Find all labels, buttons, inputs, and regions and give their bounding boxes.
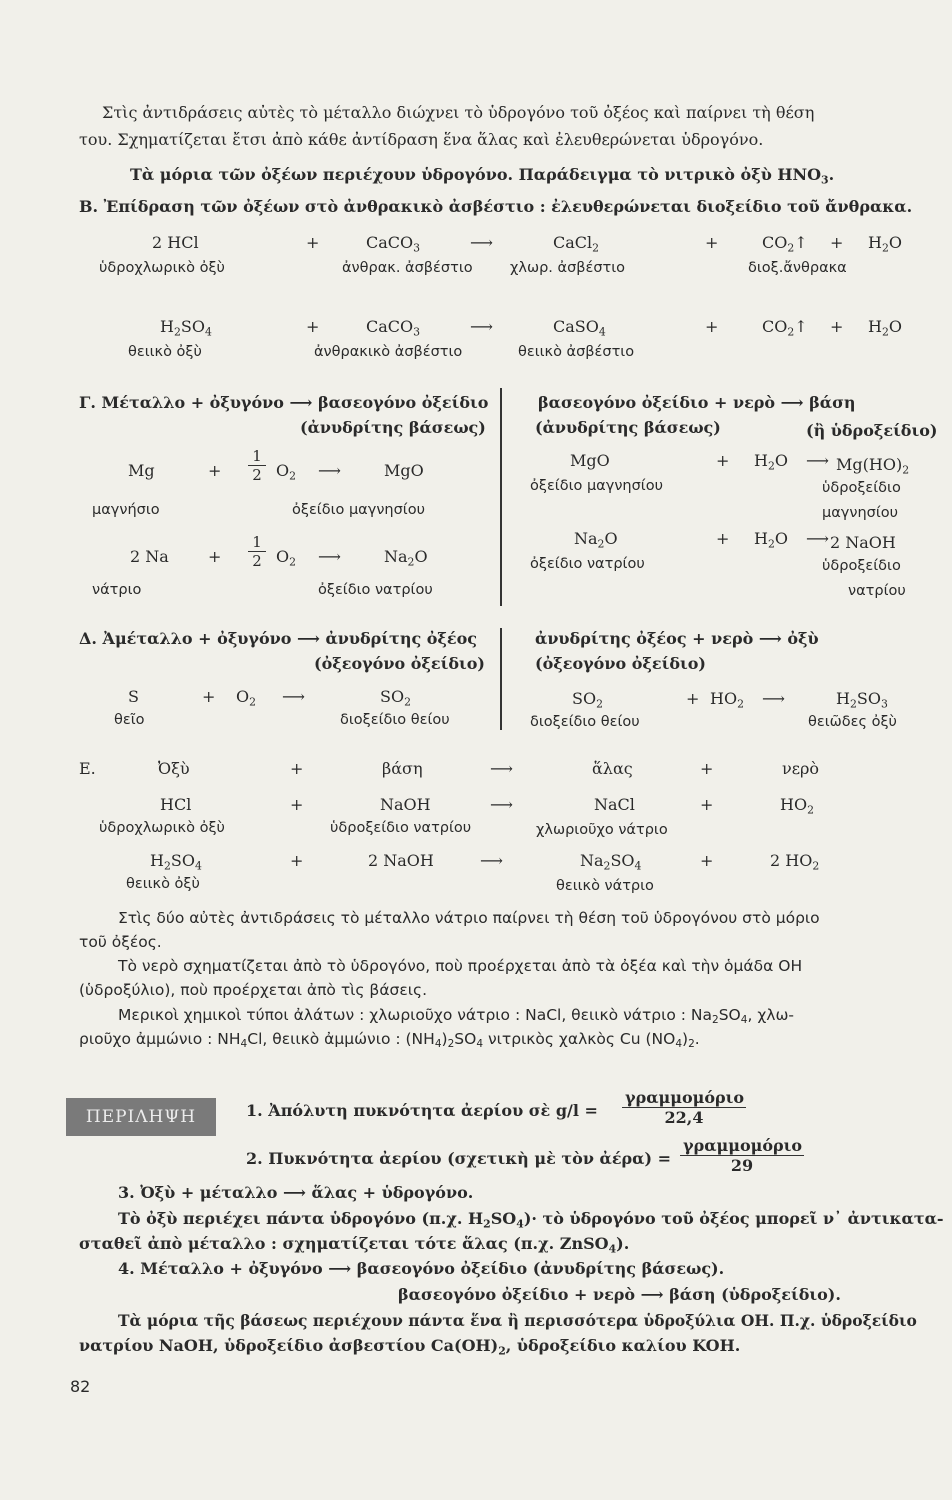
eq-b1-arrow: ⟶ [470, 233, 493, 252]
subscript: 2 [483, 1217, 491, 1231]
section-b-heading: Β. Ἐπίδραση τῶν ὀξέων στὸ ἀνθρακικὸ ἀσβέστιο : ἐλευθερώνεται διοξείδιο τοῦ ἄνθρακα. [79, 197, 913, 216]
text: σταθεῖ ἀπὸ μέταλλο : σχηματίζεται τότε ἅλας (π.χ. ZnSO [79, 1234, 609, 1253]
subscript: 2 [849, 697, 857, 711]
section-g-heading-left: Γ. Μέταλλο + ὀξυγόνο ⟶ βασεογόνο ὀξείδιο [79, 393, 489, 412]
eq-d-b [380, 687, 411, 709]
subscript: 2 [688, 1038, 695, 1051]
numerator: γραμμομόριο [622, 1088, 746, 1108]
eq-d-right-c [836, 689, 888, 711]
intro-line-3 [130, 165, 835, 187]
eq-e2-label-a: θειικὸ ὀξὺ [126, 876, 200, 892]
divider-vertical-g [500, 388, 502, 606]
section-g-sub-right: (ἀνυδρίτης βάσεως) [535, 418, 721, 437]
eq-b1-label-d: διοξ.ἄνθρακα [748, 260, 847, 276]
eq-e1-label-b: ὑδροξείδιο νατρίου [330, 820, 472, 836]
formula: H [868, 317, 882, 336]
formula: O [236, 687, 250, 706]
subscript: 2 [173, 325, 181, 339]
subscript: 2 [498, 1344, 506, 1358]
numerator: 1 [248, 447, 266, 466]
subscript: 4 [434, 1038, 442, 1051]
section-d-sub-left: (ὀξεογόνο ὀξείδιο) [314, 654, 485, 673]
eq-b1-c [553, 233, 600, 255]
eq-d-label-b: διοξείδιο θείου [340, 712, 450, 728]
text: νατρίου NaOH, ὑδροξείδιο ἀσβεστίου Ca(OH) [79, 1336, 499, 1355]
intro-text: Τὰ μόρια τῶν ὀξέων περιέχουν ὑδρογόνο. Παράδειγμα τὸ νιτρικὸ ὀξὺ HNO [130, 165, 822, 184]
eq-g1-right-arrow: ⟶ [806, 451, 829, 470]
eq-b2-c [553, 317, 606, 339]
eq-d-a: S [128, 687, 139, 706]
eq-d-label-a: θεῖο [114, 712, 145, 728]
eq-g2-arrow: ⟶ [318, 547, 341, 566]
denominator: 2 [252, 466, 262, 484]
eq-g1-arrow: ⟶ [318, 461, 341, 480]
subscript: 2 [592, 241, 600, 255]
text: SO [454, 1030, 477, 1048]
section-d-heading-left: Δ. Ἀμέταλλο + ὀξυγόνο ⟶ ἀνυδρίτης ὀξέος [79, 629, 478, 648]
eq-b1-d [762, 233, 808, 255]
section-e-water: νερὸ [782, 759, 820, 778]
text: SO [718, 1006, 741, 1024]
eq-g1-right-plus: + [716, 451, 730, 470]
subscript: 4 [740, 1014, 748, 1027]
formula: CO [762, 233, 788, 252]
formula: SO [856, 689, 881, 708]
eq-e1-arrow: ⟶ [490, 795, 513, 814]
formula: CaCO [366, 317, 414, 336]
section-e-acid: Ὀξὺ [158, 759, 190, 778]
formula: CaCl [553, 233, 593, 252]
text: )· τὸ ὑδρογόνο τοῦ ὀξέος μπορεῖ ν᾽ ἀντικατα- [523, 1209, 944, 1228]
subscript: 2 [767, 459, 775, 473]
subscript: 4 [516, 1217, 524, 1231]
summary-item-4: 4. Μέταλλο + ὀξυγόνο ⟶ βασεογόνο ὀξείδιο (ἀνυδρίτης βάσεως). [118, 1259, 725, 1278]
eq-e1-a: HCl [160, 795, 192, 814]
eq-g1-right-b [754, 451, 788, 473]
eq-g1-right-c [836, 455, 910, 477]
eq-g1-b: MgO [384, 461, 424, 480]
subscript: 4 [634, 859, 642, 873]
subscript: 2 [787, 241, 795, 255]
subscript: 4 [476, 1038, 484, 1051]
eq-e1-label-c: χλωριοῦχο νάτριο [536, 822, 668, 838]
para-3-line-2 [79, 1031, 700, 1049]
eq-b2-label-a: θειικὸ ὀξὺ [128, 344, 202, 360]
eq-g1-right-label-c1: ὑδροξείδιο [822, 480, 901, 496]
eq-b2-label-c: θειικὸ ἀσβέστιο [518, 344, 635, 360]
subscript: 2 [447, 1038, 455, 1051]
section-d-heading-right: ἀνυδρίτης ὀξέος + νερὸ ⟶ ὀξὺ [535, 629, 819, 648]
eq-e1-d [780, 795, 814, 817]
summary-item-4-line-2: βασεογόνο ὀξείδιο + νερὸ ⟶ βάση (ὑδροξείδιο). [398, 1285, 841, 1304]
eq-b1-label-a: ὑδροχλωρικὸ ὀξὺ [99, 260, 225, 276]
eq-g2-right-b [754, 529, 788, 551]
subscript: 2 [289, 469, 297, 483]
formula: O [604, 529, 618, 548]
denominator: 22,4 [664, 1108, 704, 1127]
eq-e2-plus2: + [700, 851, 714, 870]
subscript: 4 [204, 325, 212, 339]
eq-e1-label-a: ὑδροχλωρικὸ ὀξὺ [99, 820, 225, 836]
eq-g2-right-label-a: ὀξείδιο νατρίου [530, 556, 645, 572]
formula: O [888, 317, 902, 336]
formula: H [836, 689, 850, 708]
subscript: 2 [249, 695, 257, 709]
subscript: 2 [787, 325, 795, 339]
subscript: 2 [767, 537, 775, 551]
eq-g1-label-a: μαγνήσιο [92, 502, 160, 518]
eq-g2-label-a: νάτριο [92, 582, 142, 598]
text: SO [490, 1209, 517, 1228]
eq-d-right-b [710, 689, 744, 711]
eq-g1-a: Mg [128, 461, 155, 480]
text: , ὑδροξείδιο καλίου KOH. [505, 1336, 741, 1355]
page-number: 82 [70, 1377, 91, 1396]
formula: O [774, 529, 788, 548]
eq-e2-arrow: ⟶ [480, 851, 503, 870]
formula: SO [572, 689, 597, 708]
eq-b1-b [366, 233, 421, 255]
formula: CO [762, 317, 788, 336]
intro-line-1: Στὶς ἀντιδράσεις αὐτὲς τὸ μέταλλο διώχνει τὸ ὑδρογόνο τοῦ ὀξέος καὶ παίρνει τὴ θέση [102, 103, 815, 122]
eq-b2-b [366, 317, 421, 339]
eq-g2-oxygen [276, 547, 297, 569]
eq-b1-plus2: + [705, 233, 719, 252]
subscript: 2 [289, 555, 297, 569]
subscript: 2 [712, 1014, 719, 1027]
eq-d-right-label-c: θειῶδες ὀξὺ [808, 714, 897, 730]
formula: O [414, 547, 428, 566]
para-1-line-2: τοῦ ὀξέος. [79, 933, 162, 951]
eq-g1-right-label-a: ὀξείδιο μαγνησίου [530, 478, 663, 494]
eq-b2-label-b: ἀνθρακικὸ ἀσβέστιο [314, 344, 463, 360]
gas-arrow: ↑ [794, 233, 808, 252]
eq-b1-plus3: + [830, 233, 844, 252]
eq-e2-c [580, 851, 642, 873]
text: . [694, 1030, 700, 1048]
subscript: 2 [737, 697, 744, 711]
denominator: 2 [252, 552, 262, 570]
formula: Na [580, 851, 604, 870]
section-e-salt: ἅλας [592, 759, 633, 778]
subscript: 2 [404, 695, 411, 709]
formula: Na [384, 547, 408, 566]
eq-b2-arrow: ⟶ [470, 317, 493, 336]
eq-g2-label-b: ὀξείδιο νατρίου [318, 582, 433, 598]
subscript: 4 [598, 325, 606, 339]
eq-e1-b: NaOH [380, 795, 431, 814]
text: νιτρικὸς χαλκὸς Cu (NO [483, 1030, 676, 1048]
section-e-base: βάση [382, 759, 423, 778]
subscript: 3 [413, 241, 421, 255]
eq-g1-label-b: ὀξείδιο μαγνησίου [292, 502, 425, 518]
section-e-letter: Ε. [79, 759, 96, 778]
summary-item-2: 2. Πυκνότητα ἀερίου (σχετικὴ μὲ τὸν ἀέρα) = [246, 1149, 672, 1168]
eq-e2-d [770, 851, 820, 873]
subscript: 2 [881, 241, 889, 255]
eq-b2-plus2: + [705, 317, 719, 336]
gas-arrow: ↑ [794, 317, 808, 336]
formula: Mg(HO) [836, 455, 903, 474]
subscript: 4 [675, 1038, 683, 1051]
formula: SO [180, 317, 205, 336]
formula: 2 HO [770, 851, 813, 870]
subscript: 2 [163, 859, 171, 873]
section-e-plus2: + [700, 759, 714, 778]
formula: HO [710, 689, 738, 708]
subscript: 2 [597, 537, 605, 551]
summary-item-5-line-2 [79, 1336, 741, 1358]
section-g-heading-right: βασεογόνο ὀξείδιο + νερὸ ⟶ βάση [538, 393, 856, 412]
eq-b1-a: 2 HCl [152, 233, 199, 252]
subscript: 2 [807, 803, 814, 817]
eq-e2-b: 2 NaOH [368, 851, 434, 870]
para-2-line-1: Τὸ νερὸ σχηματίζεται ἀπὸ τὸ ὑδρογόνο, ποὺ προέρχεται ἀπὸ τὰ ὀξέα καὶ τὴν ὁμάδα ΟΗ [118, 957, 803, 975]
subscript: 4 [194, 859, 202, 873]
eq-g2-fraction [248, 533, 266, 570]
section-d-sub-right: (ὀξεογόνο ὀξείδιο) [535, 654, 706, 673]
para-3-line-1 [118, 1007, 794, 1025]
section-e-arrow: ⟶ [490, 759, 513, 778]
formula: O [276, 547, 290, 566]
eq-b1-label-c: χλωρ. ἀσβέστιο [510, 260, 626, 276]
formula: H [150, 851, 164, 870]
eq-b2-a [160, 317, 212, 339]
eq-d-right-label-a: διοξείδιο θείου [530, 714, 640, 730]
formula: CaCO [366, 233, 414, 252]
eq-g1-plus: + [208, 461, 222, 480]
subscript: 2 [902, 463, 910, 477]
eq-e1-plus2: + [700, 795, 714, 814]
formula: SO [610, 851, 635, 870]
eq-d-right-arrow: ⟶ [762, 689, 785, 708]
formula: SO [380, 687, 405, 706]
subscript: 2 [596, 697, 603, 711]
summary-label-box: ΠΕΡΙΛΗΨΗ [66, 1098, 216, 1136]
eq-g1-fraction [248, 447, 266, 484]
summary-item-5-line-1: Τὰ μόρια τῆς βάσεως περιέχουν πάντα ἕνα ἢ περισσότερα ὑδροξύλια ΟΗ. Π.χ. ὑδροξείδιο [118, 1311, 917, 1330]
eq-b2-e [868, 317, 902, 339]
formula: CaSO [553, 317, 599, 336]
subscript: 3 [821, 173, 829, 187]
eq-d-right-a [572, 689, 603, 711]
subscript: 4 [608, 1242, 617, 1256]
eq-b1-label-b: ἀνθρακ. ἀσβέστιο [342, 260, 473, 276]
subscript: 2 [812, 859, 820, 873]
summary-item-3: 3. Ὀξὺ + μέταλλο ⟶ ἅλας + ὑδρογόνο. [118, 1183, 474, 1202]
para-2-line-2: (ὑδροξύλιο), ποὺ προέρχεται ἀπὸ τὶς βάσεις. [79, 981, 428, 999]
eq-e2-a [150, 851, 202, 873]
eq-g1-oxygen [276, 461, 297, 483]
subscript: 2 [407, 555, 415, 569]
eq-g1-right-label-c2: μαγνησίου [822, 505, 899, 521]
eq-g2-right-plus: + [716, 529, 730, 548]
formula: O [888, 233, 902, 252]
text: ) [682, 1030, 689, 1048]
punct: . [828, 165, 835, 184]
eq-g2-right-c: 2 NaOH [830, 533, 896, 552]
eq-d-oxygen [236, 687, 257, 709]
subscript: 2 [881, 325, 889, 339]
subscript: 3 [413, 325, 421, 339]
numerator: 1 [248, 533, 266, 552]
section-e-plus: + [290, 759, 304, 778]
eq-g2-right-a [574, 529, 618, 551]
denominator: 29 [730, 1156, 754, 1175]
eq-g2-b [384, 547, 428, 569]
formula: O [774, 451, 788, 470]
text: Cl, θειικὸ ἀμμώνιο : (NH [247, 1030, 435, 1048]
eq-e2-label-c: θειικὸ νάτριο [556, 878, 654, 894]
subscript: 4 [240, 1038, 248, 1051]
summary-item-1: 1. Ἀπόλυτη πυκνότητα ἀερίου σὲ g/l = [246, 1101, 598, 1120]
eq-d-right-plus: + [686, 689, 700, 708]
summary-item-1-fraction [622, 1088, 746, 1127]
text: ριοῦχο ἀμμώνιο : NH [79, 1030, 241, 1048]
text: ) [441, 1030, 448, 1048]
eq-g2-plus: + [208, 547, 222, 566]
formula: H [868, 233, 882, 252]
summary-item-2-fraction [680, 1136, 804, 1175]
summary-item-3-line-2 [118, 1209, 944, 1231]
eq-d-arrow: ⟶ [282, 687, 305, 706]
eq-g2-right-arrow: ⟶ [806, 529, 829, 548]
eq-g2-a: 2 Na [130, 547, 169, 566]
numerator: γραμμομόριο [680, 1136, 804, 1156]
eq-g2-right-label-c1: ὑδροξείδιο [822, 558, 901, 574]
subscript: 2 [603, 859, 611, 873]
formula: SO [170, 851, 195, 870]
section-g-sub-left: (ἀνυδρίτης βάσεως) [300, 418, 486, 437]
formula: H [754, 451, 768, 470]
eq-b2-plus3: + [830, 317, 844, 336]
text: Τὸ ὀξὺ περιέχει πάντα ὑδρογόνο (π.χ. H [118, 1209, 484, 1228]
eq-e2-plus: + [290, 851, 304, 870]
eq-g2-right-label-c2: νατρίου [848, 583, 906, 599]
intro-line-2: του. Σχηματίζεται ἔτσι ἀπὸ κάθε ἀντίδραση ἕνα ἅλας καὶ ἐλευθερώνεται ὑδρογόνο. [79, 130, 764, 149]
eq-g1-right-a: MgO [570, 451, 610, 470]
formula: HO [780, 795, 808, 814]
eq-b2-d [762, 317, 808, 339]
eq-e1-c: NaCl [594, 795, 635, 814]
formula: H [160, 317, 174, 336]
divider-vertical-d [500, 628, 502, 730]
eq-e1-plus: + [290, 795, 304, 814]
eq-b2-plus: + [306, 317, 320, 336]
text: ). [616, 1234, 630, 1253]
para-1-line-1: Στὶς δύο αὐτὲς ἀντιδράσεις τὸ μέταλλο νάτριο παίρνει τὴ θέση τοῦ ὑδρογόνου στὸ μόριο [118, 909, 820, 927]
eq-b1-e [868, 233, 902, 255]
eq-d-plus: + [202, 687, 216, 706]
summary-item-3-line-3 [79, 1234, 630, 1256]
formula: Na [574, 529, 598, 548]
eq-b1-plus: + [306, 233, 320, 252]
text: , χλω- [747, 1006, 795, 1024]
section-g-sub-right2: (ἢ ὑδροξείδιο) [806, 421, 938, 440]
subscript: 3 [880, 697, 888, 711]
formula: H [754, 529, 768, 548]
formula: O [276, 461, 290, 480]
text: Μερικοὶ χημικοὶ τύποι ἀλάτων : χλωριοῦχο νάτριο : NaCl, θειικὸ νάτριο : Na [118, 1006, 713, 1024]
